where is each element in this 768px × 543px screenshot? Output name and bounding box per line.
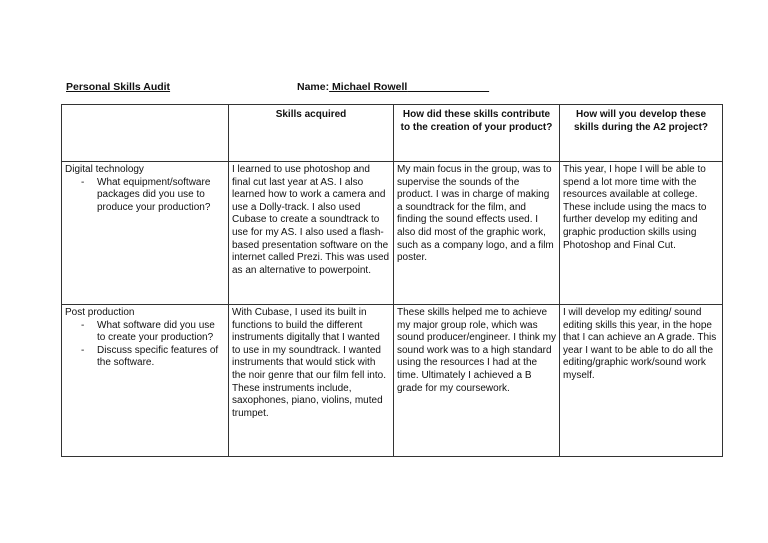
category-cell [62, 305, 229, 457]
category-label: Digital technology [65, 164, 144, 175]
category-cell [62, 162, 229, 305]
skills-cell: With Cubase, I used its built in functions to build the different instruments digitally that I wanted to use in my soundtrack. I wanted instruments that would stick with the noir genre that our film fell into. These instruments include, saxophones, piano, violins, muted trumpet. [229, 305, 394, 457]
question-item: - Discuss specific features of the software. [81, 344, 219, 369]
name-value: Michael Rowell [329, 81, 408, 93]
category-label: Post production [65, 307, 135, 318]
student-name [297, 81, 489, 93]
table-row [62, 305, 723, 457]
header-contribution: How did these skills contribute to the creation of your product? [394, 105, 560, 162]
question-item: - What equipment/software packages did you use to produce your production? [81, 176, 211, 213]
table-row [62, 162, 723, 305]
skills-cell: I learned to use photoshop and final cut last year at AS. I also learned how to work a camera and use a Dolly-track. I also used Cubase to create a soundtrack to use for my AS. I also used a flash-based presentation software on the internet called Prezi. This was used as an alternative to powerpoint. [229, 162, 394, 305]
name-blank: ______________ [407, 81, 490, 93]
document-title: Personal Skills Audit [66, 81, 171, 93]
contribution-cell: My main focus in the group, was to supervise the sounds of the product. I was in charge of making a soundtrack for the film, and finding the sound effects used. I also did most of the graphic work, such as a company logo, and a film poster. [394, 162, 560, 305]
header-development: How will you develop these skills during the A2 project? [560, 105, 723, 162]
question-item: - What software did you use to create your production? [81, 319, 215, 344]
question-list [65, 177, 225, 215]
contribution-cell: These skills helped me to achieve my major group role, which was sound producer/engineer. I think my sound work was to a high standard using the resources I had at the time. Ultimately I achieved a B grade for my coursework. [394, 305, 560, 457]
development-cell: This year, I hope I will be able to spend a lot more time with the resources available at college. These include using the macs to further develop my editing and graphic production skills using Photoshop and Final Cut. [560, 162, 723, 305]
table-header-row [62, 105, 723, 162]
header-cell-blank [62, 105, 229, 162]
skills-audit-table [61, 104, 723, 457]
question-list [65, 320, 225, 370]
development-cell: I will develop my editing/ sound editing skills this year, in the hope that I can achieve an A grade. This year I want to be able to do all the editing/graphic work/sound work myself. [560, 305, 723, 457]
header-skills-acquired: Skills acquired [229, 105, 394, 162]
name-label: Name: [297, 81, 330, 93]
